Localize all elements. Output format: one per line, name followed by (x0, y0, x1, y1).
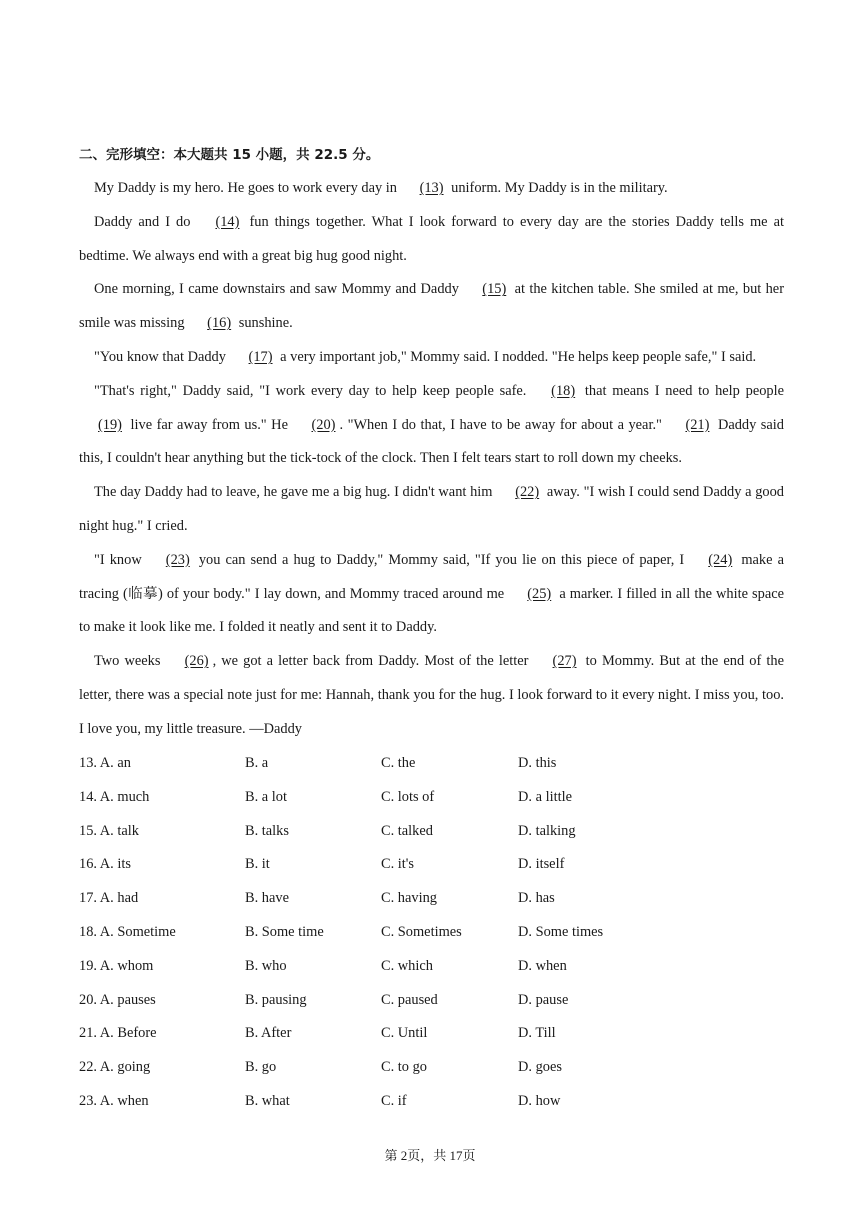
passage-text: "That's right," Daddy said, "I work every day to help keep people safe. (94, 382, 527, 399)
passage-paragraph-7 (79, 544, 784, 645)
option-c: C. lots of (381, 788, 435, 805)
passage-text: live far away from us." He (130, 416, 288, 433)
question-19-options (79, 950, 784, 984)
option-b: B. who (245, 957, 287, 974)
option-c: C. the (381, 755, 416, 771)
option-a: 13. A. an (79, 755, 131, 771)
option-b: B. have (245, 890, 289, 907)
passage-text: sunshine. (238, 315, 293, 332)
option-a: 22. A. going (79, 1059, 151, 1076)
blank-25: (25) (527, 585, 552, 602)
option-a: 19. A. whom (79, 957, 154, 974)
option-b: B. a lot (245, 788, 287, 805)
blank-22: (22) (515, 484, 540, 501)
option-c: C. which (381, 957, 433, 974)
passage-paragraph-5 (79, 375, 784, 476)
option-a: 15. A. talk (79, 822, 139, 839)
passage-text: Daddy said this, I couldn't hear anything but the tick-tock of the clock. Then I felt tears start to roll down my cheeks. (79, 416, 784, 467)
blank-13: (13) (419, 180, 444, 196)
option-b: B. a (245, 755, 269, 771)
passage-text: "I know (94, 551, 142, 568)
passage-text: a marker. I filled in all the white space to make it look like me. I folded it neatly and sent it to Daddy. (79, 585, 785, 636)
option-c: C. to go (381, 1059, 427, 1076)
blank-18: (18) (551, 382, 576, 399)
blank-23: (23) (165, 551, 190, 568)
passage-text: "You know that Daddy (94, 348, 226, 365)
answer-options (79, 747, 784, 1119)
option-b: B. go (245, 1059, 277, 1076)
passage-text: away. "I wish I could send Daddy a good night hug." I cried. (79, 484, 784, 534)
question-21-options (79, 1017, 784, 1051)
question-14-options (79, 781, 784, 815)
passage-paragraph-8 (79, 645, 784, 746)
passage-text: . "When I do that, I have to be away for about a year." (339, 416, 662, 433)
option-a: 23. A. when (79, 1092, 149, 1109)
section-title: 二、完形填空：本大题共 15 小题，共 22.5 分。 (79, 147, 380, 163)
option-b: B. Some time (245, 923, 324, 940)
question-16-options (79, 848, 784, 882)
option-a: 21. A. Before (79, 1025, 157, 1042)
passage-text: Daddy and I do (94, 213, 191, 230)
passage-text: , we got a letter back from Daddy. Most of the letter (212, 653, 529, 670)
passage-paragraph-2 (79, 206, 784, 274)
option-d: D. pause (518, 991, 569, 1008)
option-b: B. talks (245, 822, 289, 839)
passage-text: Two weeks (94, 653, 161, 670)
question-20-options (79, 984, 784, 1018)
blank-21: (21) (685, 416, 710, 433)
option-a: 16. A. its (79, 856, 131, 873)
passage-text: One morning, I came downstairs and saw Mommy and Daddy (94, 281, 459, 298)
passage-text: at the kitchen table. She smiled at me, but her smile was missing (79, 281, 784, 332)
blank-17: (17) (248, 348, 273, 365)
option-a: 14. A. much (79, 788, 150, 805)
passage-text: make a tracing (临摹) of your body." I lay down, and Mommy traced around me (79, 551, 784, 602)
question-17-options (79, 882, 784, 916)
option-b: B. it (245, 856, 270, 873)
passage-text: you can send a hug to Daddy," Mommy said, "If you lie on this piece of paper, I (198, 551, 685, 568)
page-footer: 第 2页，共 17页 (384, 1148, 476, 1163)
blank-20: (20) (311, 416, 336, 433)
passage-text: My Daddy is my hero. He goes to work every day in (94, 180, 397, 196)
option-c: C. Until (381, 1025, 428, 1042)
question-13-options (79, 747, 784, 781)
option-c: C. it's (381, 856, 414, 873)
passage-text: a very important job," Mommy said. I nodded. "He helps keep people safe," I said. (280, 348, 757, 365)
option-d: D. Some times (518, 923, 604, 940)
option-b: B. After (245, 1025, 292, 1042)
blank-16: (16) (207, 315, 232, 332)
option-d: D. this (518, 755, 557, 771)
option-c: C. Sometimes (381, 923, 462, 940)
blank-26: (26) (184, 653, 209, 670)
blank-14: (14) (215, 213, 240, 230)
option-d: D. Till (518, 1025, 556, 1042)
blank-24: (24) (708, 551, 733, 568)
option-c: C. talked (381, 822, 433, 839)
passage-text: The day Daddy had to leave, he gave me a big hug. I didn't want him (94, 484, 493, 501)
option-c: C. if (381, 1092, 407, 1109)
passage-text: to Mommy. But at the end of the letter, there was a special note just for me: Hannah, thank you for the hug. I look forward to it every night. I miss you, too. I love you, my little treasure. —Daddy (79, 653, 784, 737)
cloze-passage (79, 172, 784, 747)
blank-19: (19) (98, 416, 122, 433)
option-d: D. has (518, 890, 555, 907)
option-c: C. having (381, 890, 437, 907)
blank-15: (15) (482, 281, 507, 298)
option-a: 17. A. had (79, 890, 139, 907)
option-b: B. what (245, 1092, 290, 1109)
passage-paragraph-3 (79, 273, 784, 341)
question-18-options (79, 916, 784, 950)
passage-paragraph-4 (79, 341, 784, 375)
option-d: D. talking (518, 822, 576, 839)
option-a: 20. A. pauses (79, 991, 156, 1008)
option-c: C. paused (381, 991, 438, 1008)
option-d: D. itself (518, 856, 565, 873)
option-a: 18. A. Sometime (79, 923, 176, 940)
passage-text: uniform. My Daddy is in the military. (451, 180, 668, 196)
option-d: D. goes (518, 1059, 562, 1076)
option-b: B. pausing (245, 991, 307, 1008)
option-d: D. a little (518, 788, 572, 805)
passage-text: that means I need to help people (584, 382, 784, 399)
option-d: D. when (518, 957, 567, 974)
question-22-options (79, 1051, 784, 1085)
passage-paragraph-6 (79, 476, 784, 544)
question-23-options (79, 1085, 784, 1119)
passage-text: fun things together. What I look forward to every day are the stories Daddy tells me at bedtime. We always end with a great big hug good night. (79, 213, 784, 264)
question-15-options (79, 815, 784, 849)
blank-27: (27) (552, 653, 577, 670)
option-d: D. how (518, 1092, 561, 1109)
passage-paragraph-1 (79, 172, 784, 206)
